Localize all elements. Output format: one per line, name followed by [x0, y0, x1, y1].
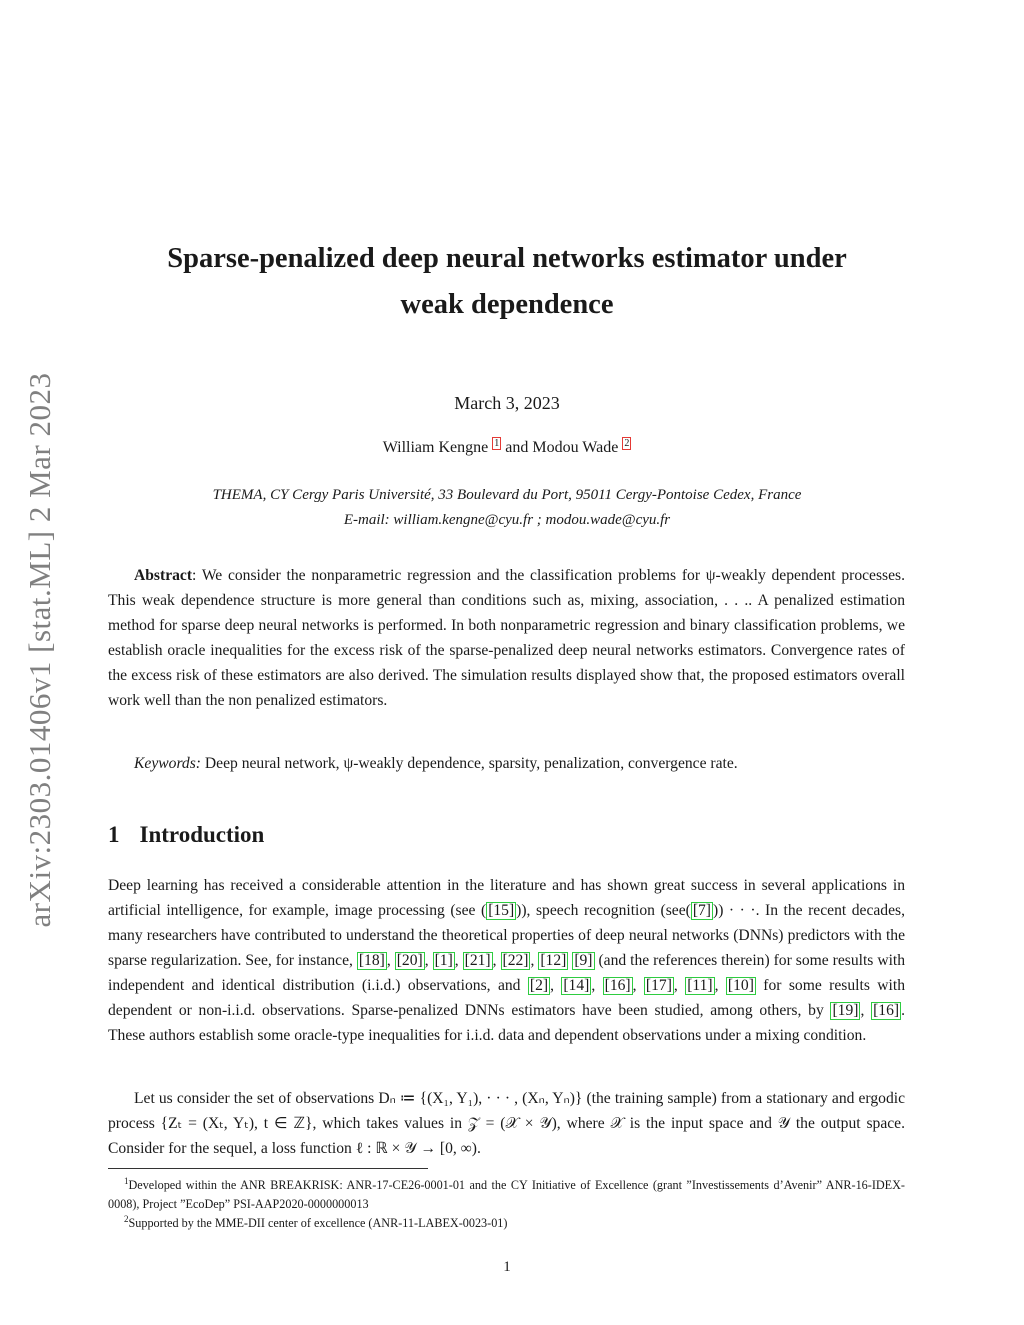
- email-line: E-mail: william.kengne@cyu.fr ; modou.wade@cyu.fr: [343, 512, 671, 528]
- footnote-text: Developed within the ANR BREAKRISK: ANR-17-CE26-0001-01 and the CY Initiative of Excellence (grant ”Investissements d’Avenir” ANR-16-IDEX-0008), Project ”EcoDep” PSI-AAP2020-0000000013: [108, 1178, 905, 1212]
- keywords: [108, 751, 905, 776]
- citation-link[interactable]: [9]: [574, 952, 593, 969]
- body-text: (and the references therein) for some results with independent and identical distribution (i.i.d.) observations, and: [108, 952, 906, 994]
- citation-link[interactable]: [14]: [563, 977, 590, 994]
- citation-link[interactable]: [22]: [502, 952, 529, 969]
- author-list: [0, 437, 1014, 457]
- footnote-rule: [108, 1168, 428, 1169]
- paper-date: March 3, 2023: [454, 393, 560, 413]
- footnote-text: Supported by the MME-DII center of excellence (ANR-11-LABEX-0023-01): [128, 1216, 508, 1231]
- citation-link[interactable]: [20]: [396, 952, 423, 969]
- citation-link[interactable]: [15]: [488, 902, 515, 919]
- affiliation: THEMA, CY Cergy Paris Université, 33 Boulevard du Port, 95011 Cergy-Pontoise Cedex, France: [212, 487, 802, 503]
- affiliation-block: [0, 483, 1014, 533]
- footnote-mark: 1: [124, 1176, 129, 1186]
- footnote-link[interactable]: 1: [494, 438, 500, 449]
- footnote-mark: 2: [124, 1214, 129, 1224]
- abstract-label: Abstract: [134, 567, 193, 584]
- citation-link[interactable]: [1]: [434, 952, 453, 969]
- abstract-text: : We consider the nonparametric regression and the classification problems for ψ-weakly dependent processes. This weak dependence structure is more general than conditions such as, mixing, association, . . .. A penalized estimation method for sparse deep neural networks is performed. In both nonparametric regression and binary classification problems, we establish oracle inequalities for the excess risk of the sparse-penalized deep neural networks estimators. Convergence rates of the excess risk of these estimators are also derived. The simulation results displayed show that, the proposed estimators overall work well than the non penalized estimators.: [108, 567, 905, 709]
- footnote-1: [108, 1172, 905, 1214]
- author-name: William Kengne: [382, 439, 489, 456]
- intro-paragraph-2: Let us consider the set of observations Dₙ ≔ {(X₁, Y₁), · · · , (Xₙ, Yₙ)} (the training sample) from a stationary and ergodic process {Zₜ = (Xₜ, Yₜ), t ∈ ℤ}, which takes values in 𝒵 = (𝒳 × 𝒴), where 𝒳 is the input space and 𝒴 the output space. Consider for the sequel, a loss function ℓ : ℝ × 𝒴 → [0, ∞).: [108, 1090, 905, 1157]
- body-text: for some results with dependent or non-i.i.d. observations. Sparse-penalized DNNs estimators have been studied, among others, by: [108, 977, 906, 1019]
- page-number: 1: [503, 1259, 511, 1275]
- citation-link[interactable]: [18]: [358, 952, 385, 969]
- author-name: Modou Wade: [532, 439, 619, 456]
- citation-link[interactable]: [2]: [529, 977, 549, 994]
- citation-link[interactable]: [11]: [687, 977, 713, 994]
- arxiv-stamp-text: arXiv:2303.01406v1 [stat.ML] 2 Mar 2023: [22, 372, 57, 928]
- author-conjunction: and: [505, 439, 529, 456]
- title-line-1: Sparse-penalized deep neural networks estimator under: [167, 243, 847, 274]
- intro-paragraph-1: Deep learning has received a considerable attention in the literature and has shown great success in several applications in artificial intelligence, for example, image processing (see ( [15] )), speech recognition (see( [7] )) · · ·. In the recent decades, many researchers have contributed to understand the theoretical properties of deep neural networks (DNNs) predictors with the sparse regularization. See, for instance, [18] , [20] , [1] , [21] , [22] , [12] [9] (and the references therein) for some results with independent and identical distribution (i.i.d.) observations, and [2] , [14] , [16] , [17] , [11] , [10] for some results with dependent or non-i.i.d. observations. Sparse-penalized DNNs estimators have been studied, among others, by [19] , [16] . These authors establish some oracle-type inequalities for i.i.d. data and dependent observations under a mixing condition.: [108, 877, 906, 1044]
- title-line-2: weak dependence: [400, 289, 614, 320]
- citation-link[interactable]: [12]: [540, 952, 567, 969]
- keywords-text: Deep neural network, ψ-weakly dependence, sparsity, penalization, convergence rate.: [201, 755, 738, 772]
- body-text: Deep learning has received a considerable attention in the literature and has shown great success in several applications in artificial intelligence, for example, image processing (see (: [108, 877, 905, 919]
- section-heading: [108, 822, 264, 848]
- citation-link[interactable]: [21]: [464, 952, 491, 969]
- paper-title: [100, 236, 914, 328]
- keywords-label: Keywords:: [134, 755, 201, 772]
- citation-link[interactable]: [16]: [873, 1002, 900, 1019]
- citation-link[interactable]: [16]: [604, 977, 631, 994]
- section-number: 1: [108, 822, 120, 847]
- citation-link[interactable]: [7]: [692, 902, 711, 919]
- body-text: )) · · ·. In the recent decades, many researchers have contributed to understand the theoretical properties of deep neural networks (DNNs) predictors with the sparse regularization. See, for instance,: [108, 902, 905, 969]
- citation-link[interactable]: [19]: [832, 1002, 859, 1019]
- citation-link[interactable]: [17]: [645, 977, 672, 994]
- abstract: [108, 563, 905, 713]
- footnote-2: [108, 1210, 905, 1233]
- section-title: Introduction: [139, 822, 265, 847]
- citation-link[interactable]: [10]: [727, 977, 754, 994]
- footnote-link[interactable]: 2: [624, 438, 630, 449]
- body-text: . These authors establish some oracle-type inequalities for i.i.d. data and dependent observations under a mixing condition.: [108, 1002, 905, 1044]
- body-text: )), speech recognition (see(: [516, 902, 691, 919]
